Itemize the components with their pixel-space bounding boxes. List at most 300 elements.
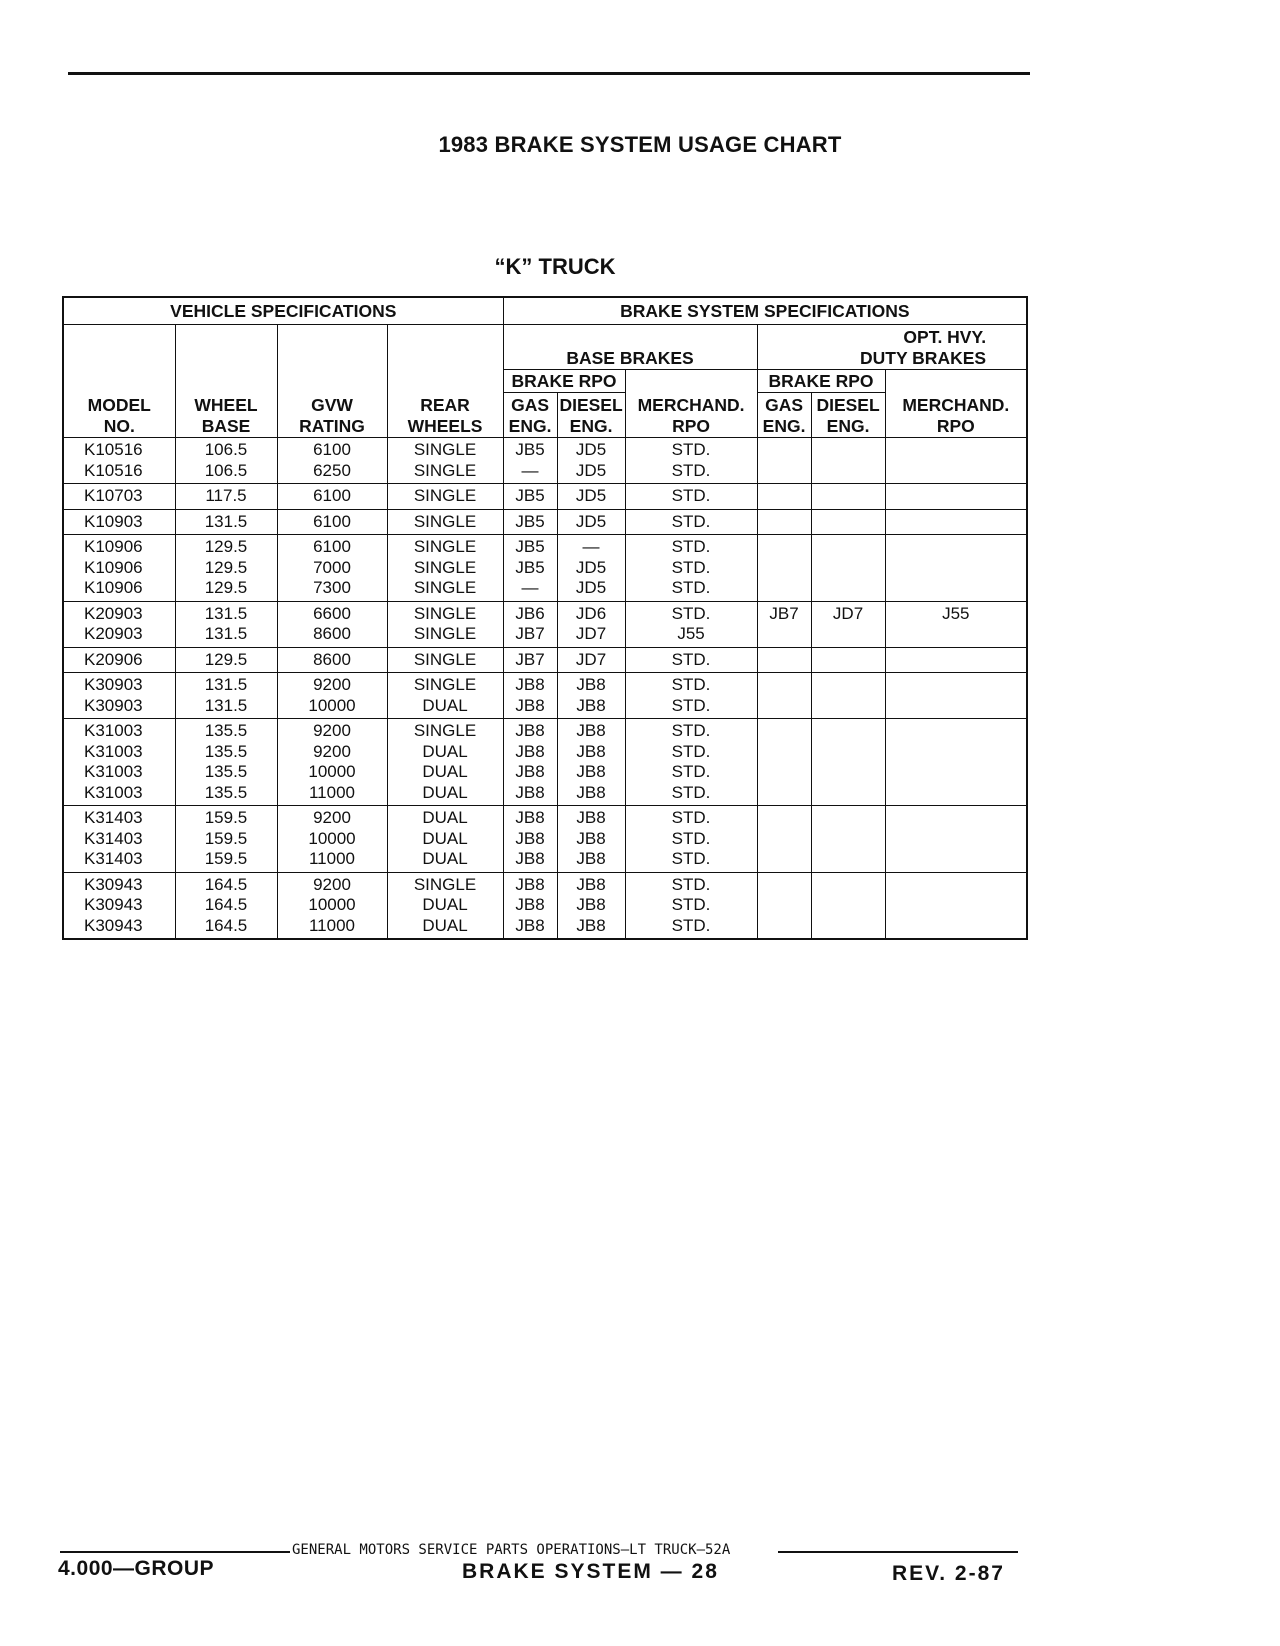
cell-value: JB8 (576, 695, 606, 715)
cell-opt-diesel-eng (811, 535, 885, 602)
cell-gvw-rating (277, 601, 387, 647)
chart-body (63, 438, 1027, 940)
page-title: 1983 BRAKE SYSTEM USAGE CHART (438, 132, 842, 157)
cell-model (63, 438, 175, 484)
col-gas-eng: GAS ENG. (503, 393, 557, 438)
cell-value: SINGLE (413, 486, 477, 505)
cell-value: STD. (671, 915, 711, 935)
cell-value: 131.5 (204, 624, 248, 643)
cell-gvw-rating (277, 647, 387, 673)
cell-value: JD5 (575, 440, 607, 459)
cell-value: STD. (671, 557, 711, 577)
cell-value: STD. (671, 874, 711, 894)
cell-value: JB8 (576, 828, 606, 848)
cell-value: 159.5 (204, 849, 248, 868)
cell-value: 131.5 (204, 603, 248, 623)
opt-brake-rpo-header: BRAKE RPO (757, 370, 885, 393)
table-row-group (63, 601, 1027, 647)
col-opt-diesel-eng: DIESEL ENG. (811, 393, 885, 438)
cell-wheel-base (175, 719, 277, 806)
cell-gas-eng (503, 601, 557, 647)
cell-gas-eng (503, 673, 557, 719)
cell-gas-eng (503, 806, 557, 873)
cell-value: K10903 (84, 511, 143, 531)
table-row-group (63, 673, 1027, 719)
cell-value (886, 829, 1027, 850)
cell-value: JB8 (576, 782, 606, 802)
cell-value: DUAL (422, 808, 468, 827)
cell-value: 129.5 (204, 649, 248, 669)
cell-value: 7300 (313, 578, 351, 597)
cell-value (886, 537, 1027, 558)
cell-value: 10000 (308, 828, 356, 848)
cell-value: JB8 (576, 874, 606, 894)
cell-diesel-eng (557, 719, 625, 806)
cell-value (886, 762, 1027, 783)
cell-value: JB8 (576, 675, 606, 694)
cell-value: JB5 (515, 511, 545, 531)
cell-value: JD5 (575, 557, 607, 577)
cell-value: K31003 (84, 782, 143, 802)
cell-value: 9200 (313, 721, 351, 740)
cell-value (812, 895, 885, 916)
cell-gas-eng (503, 438, 557, 484)
col-gvw-rating: GVW RATING (277, 325, 387, 438)
cell-merchand-rpo (625, 806, 757, 873)
footer-group: 4.000—GROUP (58, 1557, 215, 1580)
cell-value: 11000 (308, 915, 355, 935)
cell-value: STD. (671, 537, 711, 556)
cell-wheel-base (175, 438, 277, 484)
cell-value: JD7 (575, 624, 607, 643)
cell-rear-wheels (387, 601, 503, 647)
cell-value: JB5 (515, 537, 545, 556)
cell-value: JB8 (515, 808, 545, 827)
cell-diesel-eng (557, 647, 625, 673)
cell-model (63, 535, 175, 602)
table-row-group (63, 647, 1027, 673)
cell-value: K30943 (84, 874, 143, 894)
cell-value: K10516 (84, 460, 143, 480)
cell-value: JB8 (515, 721, 545, 740)
footer-section: BRAKE SYSTEM — 28 (462, 1560, 719, 1583)
cell-value: 129.5 (204, 578, 248, 597)
cell-value: JB8 (576, 915, 606, 935)
cell-value: 9200 (313, 675, 351, 694)
cell-rear-wheels (387, 872, 503, 939)
table-row-group (63, 438, 1027, 484)
cell-gvw-rating (277, 719, 387, 806)
cell-opt-merchand-rpo (885, 806, 1027, 873)
cell-value: 106.5 (204, 460, 248, 480)
cell-opt-gas-eng (757, 601, 811, 647)
cell-value (758, 875, 811, 896)
cell-value (812, 486, 885, 507)
cell-value: 129.5 (204, 557, 248, 577)
cell-value: 11000 (308, 849, 355, 868)
cell-value: 9200 (313, 874, 351, 894)
cell-merchand-rpo (625, 601, 757, 647)
cell-value: JB7 (515, 624, 545, 643)
cell-rear-wheels (387, 647, 503, 673)
top-rule (68, 72, 1030, 75)
cell-value: DUAL (422, 849, 468, 868)
cell-value: 10000 (308, 695, 356, 715)
cell-value: JB5 (515, 557, 545, 577)
col-merchand-rpo: MERCHAND. RPO (625, 370, 757, 438)
cell-value: 131.5 (204, 675, 248, 694)
cell-value: K10906 (84, 537, 143, 556)
cell-gas-eng (503, 647, 557, 673)
cell-opt-diesel-eng (811, 673, 885, 719)
cell-model (63, 673, 175, 719)
base-brakes-header: BASE BRAKES (503, 325, 757, 370)
cell-opt-gas-eng (757, 438, 811, 484)
cell-value: 159.5 (204, 808, 248, 827)
cell-value: JB8 (515, 828, 545, 848)
cell-value (886, 742, 1027, 763)
cell-value: K30943 (84, 915, 143, 935)
brake-usage-table (62, 296, 1028, 940)
cell-value (886, 486, 1027, 507)
cell-gvw-rating (277, 872, 387, 939)
cell-gvw-rating (277, 484, 387, 510)
cell-value: STD. (671, 460, 711, 480)
cell-opt-diesel-eng (811, 601, 885, 647)
cell-value: 6250 (313, 460, 351, 480)
cell-value (812, 762, 885, 783)
cell-opt-merchand-rpo (885, 509, 1027, 535)
cell-opt-gas-eng (757, 484, 811, 510)
cell-gas-eng (503, 872, 557, 939)
table-row-group (63, 509, 1027, 535)
cell-merchand-rpo (625, 647, 757, 673)
cell-value (758, 578, 811, 599)
cell-value (812, 675, 885, 696)
cell-value: JB8 (576, 849, 606, 868)
cell-value (812, 461, 885, 482)
cell-value (758, 783, 811, 804)
cell-value: STD. (671, 695, 711, 715)
cell-value: STD. (671, 486, 711, 505)
cell-value: DUAL (422, 695, 468, 715)
footer-rule-right (778, 1551, 1018, 1553)
cell-value (758, 461, 811, 482)
cell-opt-diesel-eng (811, 719, 885, 806)
cell-value: — (582, 537, 600, 556)
cell-value: 9200 (313, 808, 351, 827)
cell-gvw-rating (277, 673, 387, 719)
cell-opt-merchand-rpo (885, 647, 1027, 673)
col-model: MODEL NO. (63, 325, 175, 438)
col-opt-gas-eng: GAS ENG. (757, 393, 811, 438)
cell-value: 9200 (313, 741, 351, 761)
table-row-group (63, 872, 1027, 939)
cell-value: K10906 (84, 557, 143, 577)
cell-merchand-rpo (625, 509, 757, 535)
cell-value: JB8 (515, 915, 545, 935)
cell-opt-gas-eng (757, 673, 811, 719)
cell-diesel-eng (557, 872, 625, 939)
cell-model (63, 719, 175, 806)
cell-value (758, 650, 811, 671)
cell-value: STD. (671, 603, 711, 623)
cell-value: 164.5 (204, 895, 248, 914)
cell-opt-gas-eng (757, 806, 811, 873)
cell-value: JB5 (515, 440, 545, 459)
cell-opt-diesel-eng (811, 872, 885, 939)
cell-value (886, 849, 1027, 870)
cell-merchand-rpo (625, 872, 757, 939)
cell-opt-diesel-eng (811, 438, 885, 484)
table-row-group (63, 719, 1027, 806)
cell-rear-wheels (387, 484, 503, 510)
cell-value: JD7 (575, 649, 607, 669)
cell-value (812, 721, 885, 742)
cell-gvw-rating (277, 509, 387, 535)
cell-value (886, 512, 1027, 533)
cell-value (758, 624, 811, 645)
cell-value (812, 916, 885, 937)
cell-model (63, 509, 175, 535)
cell-value: STD. (671, 849, 711, 868)
cell-value: JD5 (575, 460, 607, 480)
cell-value: SINGLE (413, 440, 477, 459)
cell-value: K31403 (84, 808, 143, 827)
footer-publisher: GENERAL MOTORS SERVICE PARTS OPERATIONS—LT TRUCK—52A (292, 1542, 731, 1558)
cell-value: JD6 (575, 603, 607, 623)
cell-opt-merchand-rpo (885, 535, 1027, 602)
vehicle-specs-header: VEHICLE SPECIFICATIONS (63, 297, 503, 325)
cell-value: JB8 (576, 721, 606, 740)
cell-merchand-rpo (625, 673, 757, 719)
cell-value (812, 696, 885, 717)
cell-value (758, 512, 811, 533)
cell-value: DUAL (422, 762, 468, 781)
cell-value: STD. (671, 721, 711, 740)
cell-opt-merchand-rpo (885, 673, 1027, 719)
cell-opt-merchand-rpo (885, 872, 1027, 939)
cell-value: SINGLE (413, 511, 477, 531)
cell-wheel-base (175, 673, 277, 719)
cell-value (812, 875, 885, 896)
cell-value (886, 650, 1027, 671)
cell-value: JD5 (575, 578, 607, 597)
cell-value: STD. (671, 808, 711, 827)
cell-rear-wheels (387, 806, 503, 873)
cell-opt-gas-eng (757, 535, 811, 602)
cell-wheel-base (175, 647, 277, 673)
cell-value: JB7 (515, 649, 545, 669)
cell-value: SINGLE (413, 557, 477, 577)
cell-value (812, 849, 885, 870)
cell-merchand-rpo (625, 438, 757, 484)
cell-diesel-eng (557, 509, 625, 535)
cell-value (758, 849, 811, 870)
cell-model (63, 601, 175, 647)
table-row-group (63, 806, 1027, 873)
cell-value: 131.5 (204, 511, 248, 531)
cell-value: — (521, 578, 539, 597)
cell-value (812, 578, 885, 599)
cell-value (758, 916, 811, 937)
footer-rule-left (60, 1551, 290, 1553)
cell-value: 7000 (313, 557, 351, 577)
cell-rear-wheels (387, 535, 503, 602)
cell-opt-gas-eng (757, 719, 811, 806)
cell-value (812, 808, 885, 829)
cell-value: K20903 (84, 603, 143, 623)
cell-value (758, 721, 811, 742)
usage-chart (62, 296, 1026, 940)
cell-diesel-eng (557, 535, 625, 602)
cell-value (886, 578, 1027, 599)
cell-value: K31403 (84, 828, 143, 848)
cell-value: SINGLE (413, 537, 477, 556)
cell-model (63, 872, 175, 939)
cell-value (758, 895, 811, 916)
cell-gas-eng (503, 719, 557, 806)
cell-opt-diesel-eng (811, 806, 885, 873)
cell-rear-wheels (387, 673, 503, 719)
cell-value (886, 808, 1027, 829)
brake-specs-header: BRAKE SYSTEM SPECIFICATIONS (503, 297, 1027, 325)
cell-value: K31003 (84, 741, 143, 761)
cell-value (886, 624, 1027, 645)
cell-value: JB8 (515, 695, 545, 715)
cell-value: 11000 (308, 782, 355, 802)
cell-opt-diesel-eng (811, 647, 885, 673)
cell-value: 135.5 (204, 782, 248, 802)
cell-value (758, 558, 811, 579)
cell-value: JB8 (515, 874, 545, 894)
cell-value (758, 762, 811, 783)
cell-value: JB8 (576, 741, 606, 761)
cell-value (886, 916, 1027, 937)
cell-value (886, 895, 1027, 916)
cell-opt-gas-eng (757, 509, 811, 535)
cell-opt-merchand-rpo (885, 438, 1027, 484)
cell-diesel-eng (557, 673, 625, 719)
cell-value: J55 (677, 624, 705, 643)
cell-value: SINGLE (413, 675, 477, 694)
cell-value (758, 808, 811, 829)
cell-value: JD5 (575, 511, 607, 531)
cell-opt-diesel-eng (811, 484, 885, 510)
cell-model (63, 484, 175, 510)
cell-value (886, 675, 1027, 696)
cell-merchand-rpo (625, 719, 757, 806)
cell-opt-merchand-rpo (885, 601, 1027, 647)
cell-value (886, 440, 1027, 461)
cell-value: 106.5 (204, 440, 248, 459)
cell-value: STD. (671, 649, 711, 669)
cell-value (886, 558, 1027, 579)
cell-wheel-base (175, 484, 277, 510)
cell-value: JB5 (515, 486, 545, 505)
cell-value: — (521, 460, 539, 480)
cell-rear-wheels (387, 438, 503, 484)
cell-gvw-rating (277, 535, 387, 602)
col-wheel-base: WHEEL BASE (175, 325, 277, 438)
cell-value (812, 558, 885, 579)
cell-value (758, 675, 811, 696)
cell-value: K20906 (84, 649, 143, 669)
cell-diesel-eng (557, 806, 625, 873)
cell-value (812, 829, 885, 850)
cell-value: JB8 (515, 762, 545, 781)
col-diesel-eng: DIESEL ENG. (557, 393, 625, 438)
cell-value: K31003 (84, 721, 143, 740)
cell-rear-wheels (387, 719, 503, 806)
cell-value (886, 696, 1027, 717)
cell-value: STD. (671, 828, 711, 848)
base-brake-rpo-header: BRAKE RPO (503, 370, 625, 393)
cell-value: JB8 (515, 675, 545, 694)
cell-value (758, 440, 811, 461)
cell-diesel-eng (557, 601, 625, 647)
cell-wheel-base (175, 872, 277, 939)
table-row-group (63, 535, 1027, 602)
cell-value: K20903 (84, 624, 143, 643)
cell-model (63, 647, 175, 673)
cell-value (886, 783, 1027, 804)
cell-value: STD. (671, 511, 711, 531)
footer-revision: REV. 2-87 (892, 1562, 1005, 1585)
cell-opt-gas-eng (757, 647, 811, 673)
cell-value: STD. (671, 895, 711, 914)
cell-opt-merchand-rpo (885, 484, 1027, 510)
cell-wheel-base (175, 601, 277, 647)
cell-wheel-base (175, 806, 277, 873)
cell-value: JD7 (832, 603, 864, 623)
col-rear-wheels: REAR WHEELS (387, 325, 503, 438)
cell-value: 164.5 (204, 915, 248, 935)
cell-value: SINGLE (413, 649, 477, 669)
cell-value (758, 829, 811, 850)
cell-value: DUAL (422, 895, 468, 914)
cell-value: DUAL (422, 828, 468, 848)
cell-value: 10000 (308, 762, 356, 781)
cell-gas-eng (503, 535, 557, 602)
cell-model (63, 806, 175, 873)
cell-value: 135.5 (204, 721, 248, 740)
cell-value: 135.5 (204, 741, 248, 761)
cell-value: STD. (671, 675, 711, 694)
cell-value: 6600 (313, 603, 351, 623)
cell-value (812, 650, 885, 671)
cell-value (758, 537, 811, 558)
cell-value (758, 486, 811, 507)
cell-value: SINGLE (413, 721, 477, 740)
cell-value: JB7 (769, 603, 799, 623)
cell-value: DUAL (422, 915, 468, 935)
cell-wheel-base (175, 535, 277, 602)
cell-value: 6100 (313, 537, 351, 556)
cell-value: K10906 (84, 578, 143, 597)
cell-gas-eng (503, 484, 557, 510)
cell-merchand-rpo (625, 484, 757, 510)
cell-value: 6100 (313, 486, 351, 505)
cell-value (886, 461, 1027, 482)
cell-value: K10516 (84, 440, 143, 459)
cell-opt-diesel-eng (811, 509, 885, 535)
col-opt-merchand-rpo: MERCHAND. RPO (885, 370, 1027, 438)
cell-value: JB8 (515, 849, 545, 868)
cell-value: 164.5 (204, 874, 248, 894)
cell-value: 10000 (308, 895, 356, 914)
cell-value: SINGLE (413, 460, 477, 480)
